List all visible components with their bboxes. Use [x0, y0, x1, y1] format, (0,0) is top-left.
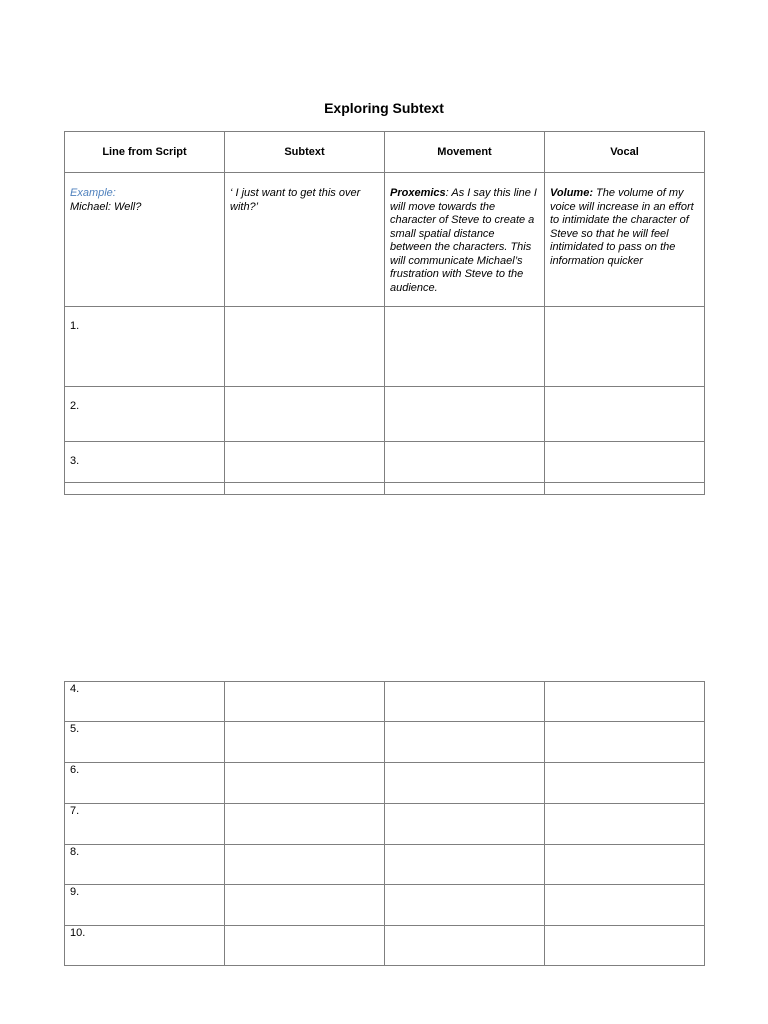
row-number: 2.: [65, 387, 225, 442]
example-subtext: ‘ I just want to get this over with?’: [225, 173, 385, 307]
table-row: [65, 926, 705, 966]
example-line-cell: [65, 173, 225, 307]
vocal-cell[interactable]: [545, 845, 705, 885]
subtext-table-top: [64, 131, 705, 495]
header-subtext: Subtext: [225, 132, 385, 173]
movement-term: Proxemics: [390, 187, 446, 199]
subtext-cell[interactable]: [225, 307, 385, 387]
row-number: 10.: [65, 926, 225, 966]
row-number: 9.: [65, 885, 225, 926]
subtext-cell[interactable]: [225, 483, 385, 495]
subtext-cell[interactable]: [225, 442, 385, 483]
table-row: [65, 682, 705, 722]
movement-cell[interactable]: [385, 442, 545, 483]
movement-cell[interactable]: [385, 483, 545, 495]
table-row: [65, 483, 705, 495]
subtext-cell[interactable]: [225, 804, 385, 845]
vocal-cell[interactable]: [545, 483, 705, 495]
vocal-cell[interactable]: [545, 804, 705, 845]
example-label: Example:: [70, 187, 116, 199]
vocal-cell[interactable]: [545, 722, 705, 763]
table-row: [65, 804, 705, 845]
vocal-term: Volume:: [550, 187, 593, 199]
example-movement-cell: [385, 173, 545, 307]
subtext-cell[interactable]: [225, 387, 385, 442]
header-movement: Movement: [385, 132, 545, 173]
subtext-cell[interactable]: [225, 845, 385, 885]
vocal-cell[interactable]: [545, 885, 705, 926]
subtext-cell[interactable]: [225, 763, 385, 804]
movement-cell[interactable]: [385, 763, 545, 804]
header-vocal: Vocal: [545, 132, 705, 173]
vocal-text: The volume of my voice will increase in an effort to intimidate the character of Steve so that he will feel intimidated to pass on the information quicker: [550, 187, 694, 267]
row-number: 1.: [65, 307, 225, 387]
subtext-table-bottom: [64, 681, 705, 966]
table-row: [65, 387, 705, 442]
document-title: Exploring Subtext: [324, 100, 444, 116]
movement-cell[interactable]: [385, 885, 545, 926]
movement-text: : As I say this line I will move towards the character of Steve to create a small spatial distance between the characters. This will communicate Michael’s frustration with Steve to the audience.: [390, 187, 537, 294]
table-row: [65, 442, 705, 483]
subtext-cell[interactable]: [225, 682, 385, 722]
header-line-from-script: Line from Script: [65, 132, 225, 173]
vocal-cell[interactable]: [545, 387, 705, 442]
subtext-cell[interactable]: [225, 885, 385, 926]
row-number: 8.: [65, 845, 225, 885]
example-vocal-cell: [545, 173, 705, 307]
movement-cell[interactable]: [385, 926, 545, 966]
movement-cell[interactable]: [385, 722, 545, 763]
movement-cell[interactable]: [385, 804, 545, 845]
example-row: [65, 173, 705, 307]
vocal-cell[interactable]: [545, 307, 705, 387]
table-row: [65, 763, 705, 804]
header-row: [65, 132, 705, 173]
table-row: [65, 845, 705, 885]
row-number: [65, 483, 225, 495]
vocal-cell[interactable]: [545, 763, 705, 804]
vocal-cell[interactable]: [545, 926, 705, 966]
movement-cell[interactable]: [385, 845, 545, 885]
row-number: 7.: [65, 804, 225, 845]
table-row: [65, 722, 705, 763]
subtext-cell[interactable]: [225, 722, 385, 763]
row-number: 4.: [65, 682, 225, 722]
table-row: [65, 307, 705, 387]
table-row: [65, 885, 705, 926]
row-number: 3.: [65, 442, 225, 483]
movement-cell[interactable]: [385, 307, 545, 387]
subtext-cell[interactable]: [225, 926, 385, 966]
movement-cell[interactable]: [385, 682, 545, 722]
vocal-cell[interactable]: [545, 442, 705, 483]
movement-cell[interactable]: [385, 387, 545, 442]
vocal-cell[interactable]: [545, 682, 705, 722]
row-number: 5.: [65, 722, 225, 763]
row-number: 6.: [65, 763, 225, 804]
example-line: Michael: Well?: [70, 200, 142, 213]
